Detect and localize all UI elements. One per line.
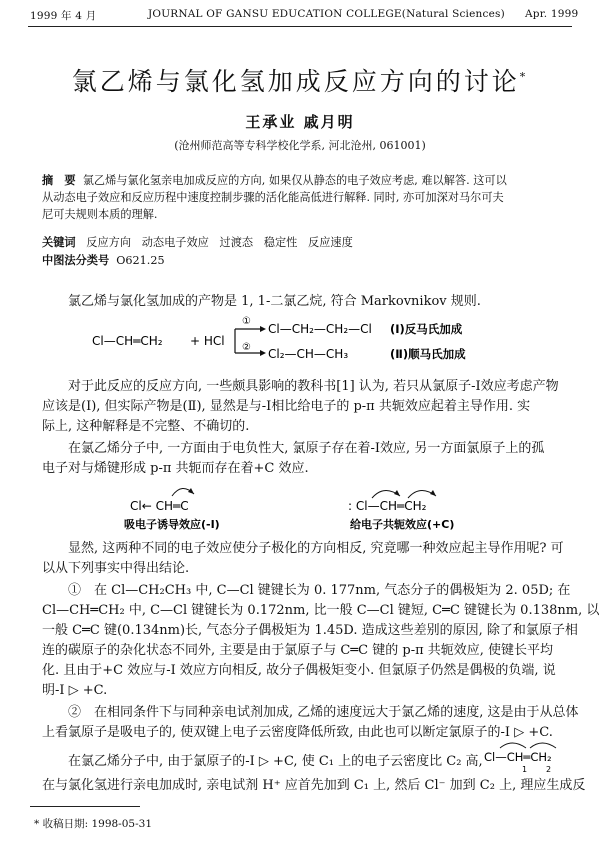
para-5-line-2: Cl—CH═CH₂ 中, C—Cl 键键长为 0.172nm, 比一般 C—Cl 键短, C═C 键键长为 0.138nm, 以 (42, 603, 600, 618)
abstract-line-1: 氯乙烯与氯化氢亲电加成反应的方向, 如果仅从静态的电子效应考虑, 难以解答. 这可以 (82, 174, 507, 187)
para-3-line-2: 电子对与烯键形成 p-π 共轭而存在着+C 效应. (42, 461, 309, 476)
paper-title: 氯乙烯与氯化氢加成反应方向的讨论* (71, 67, 529, 96)
reactant: Cl—CH═CH₂ (92, 334, 163, 348)
path-2-label: ② (242, 342, 251, 353)
product-2-label: (Ⅱ)顺马氏加成 (390, 347, 466, 361)
reaction-scheme-1 (90, 312, 530, 370)
para-7-line-2: 在与氯化氢进行亲电加成时, 亲电试剂 H⁺ 应首先加到 C₁ 上, 然后 Cl⁻ 加到 C₂ 上, 理应生成反 (42, 778, 586, 793)
para-5-line-1: ① 在 Cl—CH₂CH₃ 中, C—Cl 键键长为 0. 177nm, 气态分子的偶极矩为 2. 05D; 在 (68, 583, 571, 598)
keyword: 过渡态 (219, 236, 254, 249)
para-2-line-2: 应该是(Ⅰ), 但实际产物是(Ⅱ), 显然是与-I相比给电子的 p-π 共轭效应起着主导作用. 实 (42, 399, 531, 414)
right-curved-arrow-2-head (430, 490, 436, 496)
affiliation: (沧州师范高等专科学校化学系, 河北沧州, 061001) (174, 139, 426, 152)
header-journal: JOURNAL OF GANSU EDUCATION COLLEGE(Natural Sciences) (148, 8, 505, 20)
carbon-1-index: 1 (522, 765, 528, 774)
para-5-line-4: 连的碳原子的杂化状态不同外, 主要是由于氯原子与 C═C 键的 p-π 共轭效应, 使键长平均 (42, 643, 554, 658)
header-rule (28, 26, 572, 27)
keyword: 反应方向 (86, 236, 132, 249)
reagent: + HCl (190, 334, 225, 348)
para-4-line-1: 显然, 这两种不同的电子效应使分子极化的方向相反, 究竟哪一种效应起主导作用呢? 可 (68, 541, 564, 556)
keyword: 动态电子效应 (141, 236, 209, 249)
left-label: 吸电子诱导效应(-I) (124, 518, 220, 531)
para-4-line-2: 以从下列事实中得出结论. (42, 561, 190, 576)
authors: 王承业 戚月明 (245, 113, 355, 131)
product-1-label: (Ⅰ)反马氏加成 (390, 322, 463, 336)
inline-curved-arrow-2 (530, 743, 556, 748)
para-5-line-3: 一般 C═C 键(0.134nm)长, 气态分子偶极矩为 1.45D. 造成这些差别的原因, 除了和氯原子相 (42, 623, 578, 638)
right-curved-arrow-1-head (394, 490, 400, 496)
abstract-label: 摘 要 (42, 173, 76, 187)
header-date: 1999 年 4 月 (30, 10, 97, 22)
right-formula: : Cl—CH═CH₂ (348, 499, 427, 513)
para-3-line-1: 在氯乙烯分子中, 一方面由于电负性大, 氯原子存在着-I效应, 另一方面氯原子上的孤 (68, 441, 545, 456)
inline-structure (482, 738, 566, 774)
para-2-line-3: 际上, 这种解释是不完整、不确切的. (42, 419, 250, 434)
carbon-2-index: 2 (546, 765, 552, 774)
para-6-line-2: 上看氯原子是吸电子的, 使双键上电子云密度降低所致, 由此也可以断定氯原子的-I ▷ +C. (42, 725, 553, 740)
path-1-label: ① (242, 316, 251, 327)
para-1: 氯乙烯与氯化氢加成的产物是 1, 1-二氯乙烷, 符合 Markovnikov 规则. (68, 294, 481, 309)
abstract (42, 172, 562, 223)
header-issue: Apr. 1999 (525, 8, 579, 20)
classification: 中图法分类号 O621.25 (42, 253, 165, 267)
left-curved-arrow-head (188, 488, 194, 494)
footnote-rule (30, 806, 140, 807)
para-5-line-6: 明-I ▷ +C. (42, 683, 108, 698)
reaction-scheme-2 (110, 478, 490, 532)
para-7-line-1: 在氯乙烯分子中, 由于氯原子的-I ▷ +C, 使 C₁ 上的电子云密度比 C₂ 高, (68, 754, 483, 769)
right-label: 给电子共轭效应(+C) (350, 518, 455, 531)
keywords: 关键词 反应方向 动态电子效应 过渡态 稳定性 反应速度 (42, 235, 353, 249)
inline-curved-arrow-1 (500, 743, 526, 748)
keyword: 稳定性 (263, 236, 298, 249)
left-formula: Cl← CH═C (130, 499, 189, 513)
para-6-line-1: ② 在相同条件下与同种亲电试剂加成, 乙烯的速度远大于氯乙烯的速度, 这是由于从总体 (68, 705, 579, 720)
arrow-2-head (260, 350, 266, 356)
abstract-line-2: 从动态电子效应和反应历程中速度控制步骤的活化能高低进行解释. 同时, 亦可加深对马尔可夫 (42, 191, 504, 204)
product-1: Cl—CH₂—CH₂—Cl (268, 322, 372, 336)
keyword: 反应速度 (308, 236, 353, 249)
para-2-line-1: 对于此反应的反应方向, 一些颇具影响的教科书[1] 认为, 若只从氯原子-I效应考虑产物 (68, 379, 559, 394)
inline-formula: Cl—CH═CH₂ (484, 750, 552, 764)
abstract-line-3: 尼可夫规则本质的理解. (42, 208, 158, 221)
product-2: Cl₂—CH—CH₃ (268, 347, 349, 361)
footnote-received: * 收稿日期: 1998-05-31 (34, 818, 153, 830)
arrow-1-head (260, 326, 266, 332)
para-5-line-5: 化. 且由于+C 效应与-I 效应方向相反, 故分子偶极矩变小. 但氯原子仍然是偶极的负端, 说 (42, 663, 556, 678)
